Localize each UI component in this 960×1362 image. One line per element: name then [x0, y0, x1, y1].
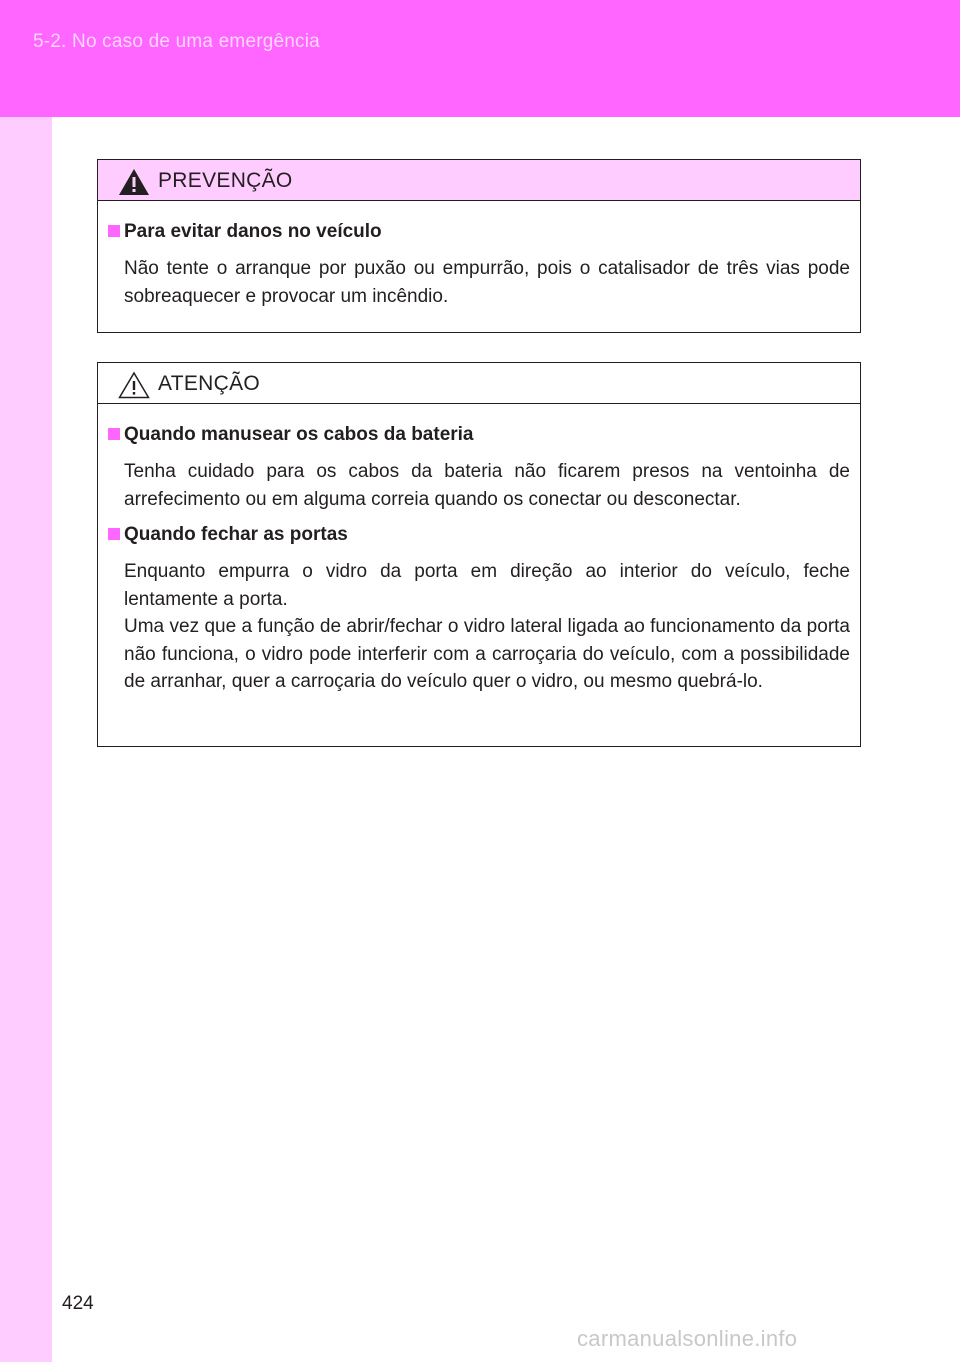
- item-text: Uma vez que a função de abrir/fechar o vidro lateral ligada ao funcionamento da porta não funciona, o vidro pode interferir com a carroçaria do veículo, com a possibilidade de arranhar, quer a carroçaria do veículo quer o vidro, ou mesmo quebrá-lo.: [124, 616, 850, 692]
- watermark: carmanualsonline.info: [577, 1326, 798, 1351]
- square-bullet-icon: [108, 528, 120, 540]
- section-title: 5-2. No caso de uma emergência: [33, 31, 320, 52]
- item-heading-text: Para evitar danos no veículo: [124, 221, 382, 242]
- item-heading: [108, 521, 850, 548]
- item-text: Não tente o arranque por puxão ou empurrão, pois o catalisador de três vias pode sobreaquecer e provocar um incêndio.: [124, 258, 850, 307]
- notice-box-body: [98, 404, 860, 696]
- page-number: 424: [62, 1293, 94, 1314]
- warning-box-label: PREVENÇÃO: [158, 169, 293, 192]
- header-band: [0, 0, 960, 117]
- item-heading-text: Quando fechar as portas: [124, 524, 348, 545]
- item-heading: [108, 421, 850, 448]
- warning-box-body: [98, 201, 860, 310]
- caution-triangle-icon: [118, 371, 150, 399]
- warning-triangle-icon: [118, 168, 150, 196]
- item-text: Tenha cuidado para os cabos da bateria não ficarem presos na ventoinha de arrefecimento ou em alguma correia quando os conectar ou desconectar.: [124, 461, 850, 510]
- warning-box-header: [98, 160, 860, 201]
- notice-box-header: [98, 363, 860, 404]
- item-text: Enquanto empurra o vidro da porta em direção ao interior do veículo, feche lentamente a porta.: [124, 561, 850, 610]
- side-strip: [0, 117, 52, 1362]
- notice-box: [97, 362, 861, 747]
- item-heading: [108, 218, 850, 245]
- square-bullet-icon: [108, 428, 120, 440]
- notice-box-label: ATENÇÃO: [158, 372, 261, 395]
- warning-box: [97, 159, 861, 333]
- square-bullet-icon: [108, 225, 120, 237]
- item-heading-text: Quando manusear os cabos da bateria: [124, 424, 474, 445]
